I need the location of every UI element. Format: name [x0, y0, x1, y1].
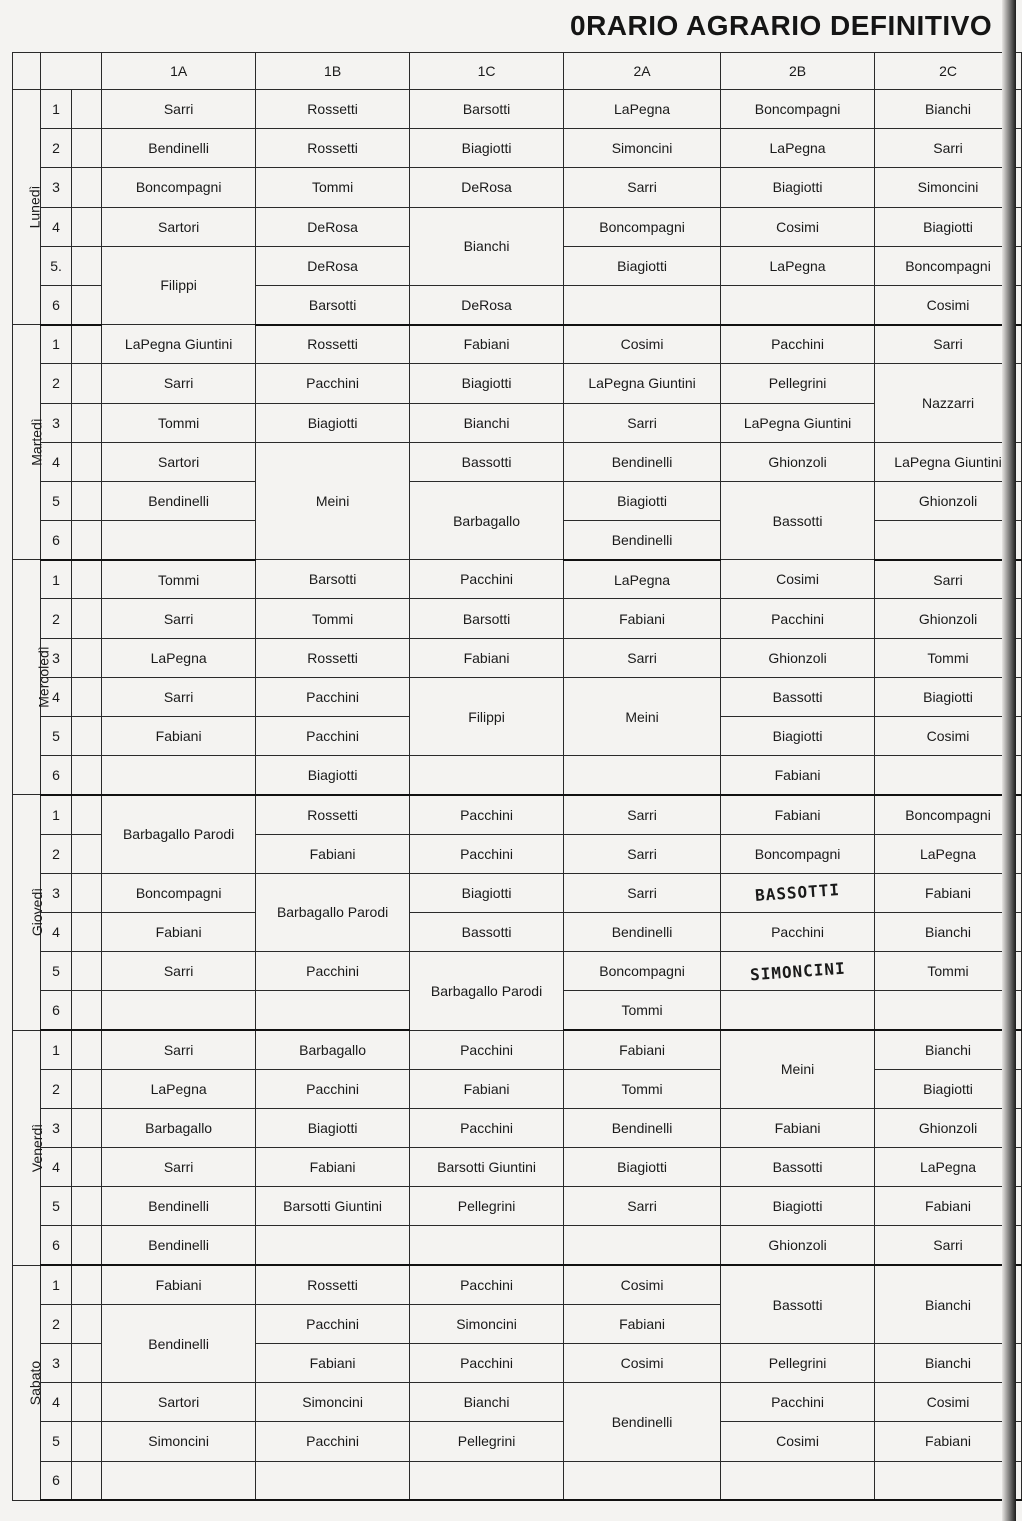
lesson-cell: Pacchini: [256, 677, 410, 716]
lesson-cell: [564, 1226, 721, 1265]
lesson-cell: Biagiotti: [564, 481, 721, 520]
hour-number: 2: [41, 834, 71, 873]
lesson-cell: Tommi: [256, 599, 410, 638]
lesson-cell: Simoncini: [102, 1422, 256, 1461]
lesson-cell: Bendinelli: [564, 1108, 721, 1147]
timetable-row: [13, 560, 1022, 599]
lesson-cell: Rossetti: [256, 325, 410, 364]
lesson-cell: Nazzarri: [875, 364, 1022, 442]
lesson-cell: Biagiotti: [564, 1148, 721, 1187]
lesson-cell: Bendinelli: [102, 1226, 256, 1265]
lesson-cell: Fabiani: [256, 1344, 410, 1383]
lesson-cell: Ghionzoli: [875, 481, 1022, 520]
lesson-cell: LaPegna Giuntini: [875, 442, 1022, 481]
hour-number: 5: [41, 1187, 71, 1226]
lesson-cell: Rossetti: [256, 795, 410, 834]
lesson-cell: Ghionzoli: [721, 442, 875, 481]
hour-number: 2: [41, 1304, 71, 1343]
lesson-cell: Barbagallo Parodi: [102, 795, 256, 873]
hour-number: 4: [41, 207, 71, 246]
lesson-cell: Bendinelli: [564, 1383, 721, 1461]
lesson-cell: DeRosa: [410, 285, 564, 324]
timetable-row: [13, 129, 1022, 168]
lesson-cell: Pellegrini: [410, 1422, 564, 1461]
lesson-cell: LaPegna Giuntini: [102, 325, 256, 364]
lesson-cell: [875, 991, 1022, 1030]
timetable-row: [13, 1383, 1022, 1422]
lesson-cell: [410, 1461, 564, 1500]
hour-number: 4: [41, 677, 71, 716]
hour-number: 5: [41, 952, 71, 991]
lesson-cell: [721, 285, 875, 324]
lesson-cell: Cosimi: [875, 1383, 1022, 1422]
lesson-cell: Biagiotti: [721, 168, 875, 207]
timetable-row: [13, 1461, 1022, 1500]
lesson-cell: Bianchi: [875, 1265, 1022, 1343]
lesson-cell: Fabiani: [256, 834, 410, 873]
lesson-cell: Bianchi: [410, 1383, 564, 1422]
lesson-cell: [564, 285, 721, 324]
lesson-cell: Pacchini: [410, 1344, 564, 1383]
lesson-cell: Barbagallo: [410, 481, 564, 559]
hour-number: 1: [41, 1265, 71, 1304]
lesson-cell: Fabiani: [564, 1304, 721, 1343]
lesson-cell: Bassotti: [721, 481, 875, 559]
lesson-cell: Cosimi: [875, 717, 1022, 756]
lesson-cell: Sarri: [564, 403, 721, 442]
lesson-cell: [102, 1461, 256, 1500]
lesson-cell: Filippi: [410, 677, 564, 755]
lesson-cell: Tommi: [102, 403, 256, 442]
lesson-cell: [256, 1226, 410, 1265]
hour-number: 3: [41, 403, 71, 442]
lesson-cell: Sarri: [875, 325, 1022, 364]
lesson-cell: [256, 1461, 410, 1500]
hour-number: 4: [41, 1148, 71, 1187]
lesson-cell: Pacchini: [721, 1383, 875, 1422]
hour-number: 1: [41, 1030, 71, 1069]
class-header-1a: 1A: [102, 53, 256, 90]
lesson-cell: Bassotti: [721, 677, 875, 716]
lesson-cell: Bianchi: [875, 1344, 1022, 1383]
lesson-cell: Pacchini: [256, 952, 410, 991]
lesson-cell: Ghionzoli: [875, 599, 1022, 638]
lesson-cell: Meini: [721, 1030, 875, 1108]
class-header-1b: 1B: [256, 53, 410, 90]
lesson-cell: Simoncini: [256, 1383, 410, 1422]
lesson-cell: Sartori: [102, 207, 256, 246]
hour-number: 6: [41, 756, 71, 795]
lesson-cell: Biagiotti: [256, 756, 410, 795]
timetable-row: [13, 90, 1022, 129]
timetable-row: [13, 952, 1022, 991]
lesson-cell: [564, 1461, 721, 1500]
lesson-cell: Barsotti Giuntini: [410, 1148, 564, 1187]
hour-number: 6: [41, 1461, 71, 1500]
lesson-cell: Barsotti: [410, 599, 564, 638]
lesson-cell: Sarri: [102, 599, 256, 638]
lesson-cell: Boncompagni: [102, 873, 256, 912]
lesson-cell: Pellegrini: [410, 1187, 564, 1226]
lesson-cell: Bassotti: [410, 912, 564, 951]
lesson-cell: Sarri: [875, 560, 1022, 599]
lesson-cell: Biagiotti: [410, 129, 564, 168]
lesson-cell: Barsotti: [256, 285, 410, 324]
lesson-cell: Sarri: [564, 1187, 721, 1226]
lesson-cell: Biagiotti: [564, 246, 721, 285]
timetable-row: [13, 442, 1022, 481]
lesson-cell: LaPegna: [721, 246, 875, 285]
hour-number: 3: [41, 168, 71, 207]
lesson-cell: Boncompagni: [102, 168, 256, 207]
lesson-cell: Fabiani: [410, 638, 564, 677]
lesson-cell: Ghionzoli: [875, 1108, 1022, 1147]
lesson-cell: Bianchi: [875, 912, 1022, 951]
lesson-cell: Bianchi: [410, 403, 564, 442]
hour-number: 6: [41, 1226, 71, 1265]
timetable-row: [13, 1265, 1022, 1304]
lesson-cell: Tommi: [256, 168, 410, 207]
lesson-cell: Simoncini: [564, 129, 721, 168]
lesson-cell: Pacchini: [256, 1069, 410, 1108]
lesson-cell: Pacchini: [410, 1030, 564, 1069]
lesson-cell: Pacchini: [410, 1265, 564, 1304]
lesson-cell: Barsotti: [410, 90, 564, 129]
lesson-cell: Rossetti: [256, 90, 410, 129]
lesson-cell: [875, 521, 1022, 560]
lesson-cell: DeRosa: [256, 207, 410, 246]
lesson-cell: Boncompagni: [564, 952, 721, 991]
lesson-cell: Bendinelli: [564, 912, 721, 951]
lesson-cell: Fabiani: [410, 325, 564, 364]
lesson-cell: Tommi: [875, 952, 1022, 991]
lesson-cell: Barbagallo Parodi: [256, 873, 410, 951]
class-header-1c: 1C: [410, 53, 564, 90]
lesson-cell: Sarri: [102, 952, 256, 991]
timetable-row: [13, 325, 1022, 364]
lesson-cell: Cosimi: [875, 285, 1022, 324]
scan-edge-shadow: [1002, 0, 1016, 1521]
handwritten-correction: SIMONCINI: [749, 958, 846, 985]
lesson-cell: Fabiani: [875, 873, 1022, 912]
lesson-cell: Biagiotti: [410, 364, 564, 403]
lesson-cell: [410, 756, 564, 795]
hour-number: 4: [41, 1383, 71, 1422]
lesson-cell: LaPegna: [102, 1069, 256, 1108]
day-label-lunedi: Lunedì: [13, 90, 41, 325]
hour-number: 2: [41, 129, 71, 168]
day-label-martedi: Martedì: [13, 325, 41, 560]
lesson-cell: Cosimi: [564, 1265, 721, 1304]
timetable-row: [13, 912, 1022, 951]
hour-number: 6: [41, 285, 71, 324]
lesson-cell: DeRosa: [410, 168, 564, 207]
day-label-sabato: Sabato: [13, 1265, 41, 1500]
timetable-row: [13, 1422, 1022, 1461]
hour-number: 6: [41, 521, 71, 560]
lesson-cell: Sarri: [875, 129, 1022, 168]
lesson-cell: Barbagallo: [256, 1030, 410, 1069]
lesson-cell: [102, 521, 256, 560]
timetable-row: [13, 481, 1022, 520]
lesson-cell: Pellegrini: [721, 364, 875, 403]
lesson-cell: Pacchini: [410, 795, 564, 834]
lesson-cell: Biagiotti: [875, 1069, 1022, 1108]
lesson-cell: Simoncini: [410, 1304, 564, 1343]
lesson-cell: Pacchini: [410, 560, 564, 599]
lesson-cell: Rossetti: [256, 638, 410, 677]
lesson-cell: Sarri: [102, 1030, 256, 1069]
hour-number: 1: [41, 560, 71, 599]
lesson-cell: Cosimi: [721, 1422, 875, 1461]
lesson-cell: Bianchi: [875, 90, 1022, 129]
lesson-cell: Boncompagni: [721, 90, 875, 129]
lesson-cell: Fabiani: [564, 599, 721, 638]
lesson-cell: Sarri: [564, 873, 721, 912]
lesson-cell: LaPegna: [564, 560, 721, 599]
lesson-cell: Bendinelli: [564, 442, 721, 481]
lesson-cell: Cosimi: [564, 325, 721, 364]
lesson-cell: Pellegrini: [721, 1344, 875, 1383]
lesson-cell: Sarri: [564, 795, 721, 834]
lesson-cell: Sartori: [102, 1383, 256, 1422]
hour-number: 5: [41, 717, 71, 756]
lesson-cell: LaPegna Giuntini: [721, 403, 875, 442]
lesson-cell: Biagiotti: [256, 1108, 410, 1147]
lesson-cell: Pacchini: [256, 1422, 410, 1461]
page-title: 0RARIO AGRARIO DEFINITIVO: [570, 10, 993, 41]
lesson-cell: Sarri: [564, 638, 721, 677]
hour-number: 2: [41, 1069, 71, 1108]
lesson-cell: Tommi: [564, 991, 721, 1030]
lesson-cell: Pacchini: [410, 834, 564, 873]
lesson-cell: Bendinelli: [564, 521, 721, 560]
lesson-cell: [410, 1226, 564, 1265]
lesson-cell: Rossetti: [256, 1265, 410, 1304]
lesson-cell: Bendinelli: [102, 1304, 256, 1382]
lesson-cell: Cosimi: [564, 1344, 721, 1383]
lesson-cell: Tommi: [102, 560, 256, 599]
lesson-cell: Cosimi: [721, 560, 875, 599]
lesson-cell: Sarri: [564, 168, 721, 207]
lesson-cell: [721, 873, 875, 912]
lesson-cell: Sarri: [102, 364, 256, 403]
lesson-cell: LaPegna Giuntini: [564, 364, 721, 403]
header-row: [13, 53, 1022, 90]
lesson-cell: Sarri: [564, 834, 721, 873]
lesson-cell: Fabiani: [721, 1108, 875, 1147]
lesson-cell: Bendinelli: [102, 1187, 256, 1226]
lesson-cell: Meini: [256, 442, 410, 560]
lesson-cell: Fabiani: [875, 1187, 1022, 1226]
timetable-row: [13, 403, 1022, 442]
hour-number: 3: [41, 638, 71, 677]
hour-number: 2: [41, 599, 71, 638]
lesson-cell: Barsotti: [256, 560, 410, 599]
lesson-cell: Barbagallo Parodi: [410, 952, 564, 1030]
lesson-cell: Tommi: [875, 638, 1022, 677]
lesson-cell: Ghionzoli: [721, 638, 875, 677]
lesson-cell: [875, 756, 1022, 795]
lesson-cell: Bendinelli: [102, 481, 256, 520]
lesson-cell: [102, 756, 256, 795]
lesson-cell: Bassotti: [721, 1265, 875, 1343]
corner-cell: [41, 53, 102, 90]
lesson-cell: Bendinelli: [102, 129, 256, 168]
handwritten-correction: BASSOTTI: [754, 880, 841, 906]
lesson-cell: DeRosa: [256, 246, 410, 285]
lesson-cell: Ghionzoli: [721, 1226, 875, 1265]
lesson-cell: LaPegna: [875, 834, 1022, 873]
lesson-cell: Boncompagni: [564, 207, 721, 246]
lesson-cell: Simoncini: [875, 168, 1022, 207]
lesson-cell: Pacchini: [721, 325, 875, 364]
lesson-cell: Pacchini: [721, 912, 875, 951]
corner-cell: [13, 53, 41, 90]
lesson-cell: Bianchi: [410, 207, 564, 285]
hour-number: 5: [41, 481, 71, 520]
lesson-cell: Bassotti: [410, 442, 564, 481]
lesson-cell: Pacchini: [256, 364, 410, 403]
lesson-cell: [721, 1461, 875, 1500]
timetable: [12, 52, 1022, 1501]
lesson-cell: LaPegna: [721, 129, 875, 168]
lesson-cell: Biagiotti: [721, 1187, 875, 1226]
lesson-cell: Biagiotti: [875, 677, 1022, 716]
hour-number: 5: [41, 1422, 71, 1461]
timetable-row: [13, 364, 1022, 403]
hour-number: 6: [41, 991, 71, 1030]
lesson-cell: Biagiotti: [410, 873, 564, 912]
lesson-cell: [721, 991, 875, 1030]
lesson-cell: Fabiani: [256, 1148, 410, 1187]
timetable-row: [13, 1108, 1022, 1147]
lesson-cell: Barbagallo: [102, 1108, 256, 1147]
lesson-cell: LaPegna: [564, 90, 721, 129]
lesson-cell: LaPegna: [875, 1148, 1022, 1187]
lesson-cell: Fabiani: [102, 717, 256, 756]
lesson-cell: Bianchi: [875, 1030, 1022, 1069]
lesson-cell: Biagiotti: [256, 403, 410, 442]
hour-number: 3: [41, 1344, 71, 1383]
lesson-cell: Sarri: [102, 677, 256, 716]
lesson-cell: [564, 756, 721, 795]
timetable-row: [13, 873, 1022, 912]
lesson-cell: Fabiani: [564, 1030, 721, 1069]
lesson-cell: Sarri: [102, 1148, 256, 1187]
timetable-row: [13, 795, 1022, 834]
lesson-cell: Boncompagni: [721, 834, 875, 873]
lesson-cell: Fabiani: [721, 756, 875, 795]
lesson-cell: Cosimi: [721, 207, 875, 246]
class-header-2c: 2C: [875, 53, 1022, 90]
timetable-row: [13, 638, 1022, 677]
lesson-cell: [256, 991, 410, 1030]
timetable-row: [13, 599, 1022, 638]
lesson-cell: Fabiani: [721, 795, 875, 834]
lesson-cell: Pacchini: [256, 1304, 410, 1343]
day-label-mercoledi: Mercoledì: [13, 560, 41, 795]
lesson-cell: Biagiotti: [875, 207, 1022, 246]
lesson-cell: Meini: [564, 677, 721, 755]
day-label-venerdi: Venerdì: [13, 1030, 41, 1265]
lesson-cell: Pacchini: [256, 717, 410, 756]
lesson-cell: Fabiani: [102, 1265, 256, 1304]
timetable-row: [13, 1226, 1022, 1265]
lesson-cell: Bassotti: [721, 1148, 875, 1187]
hour-number: 1: [41, 325, 71, 364]
lesson-cell: Sarri: [102, 90, 256, 129]
timetable-row: [13, 677, 1022, 716]
lesson-cell: Fabiani: [410, 1069, 564, 1108]
hour-number: 5.: [41, 246, 71, 285]
hour-number: 2: [41, 364, 71, 403]
lesson-cell: [875, 1461, 1022, 1500]
lesson-cell: Boncompagni: [875, 246, 1022, 285]
hour-number: 1: [41, 90, 71, 129]
lesson-cell: Fabiani: [875, 1422, 1022, 1461]
lesson-cell: Boncompagni: [875, 795, 1022, 834]
timetable-row: [13, 1187, 1022, 1226]
lesson-cell: [102, 991, 256, 1030]
lesson-cell: Fabiani: [102, 912, 256, 951]
hour-number: 3: [41, 1108, 71, 1147]
timetable-row: [13, 1030, 1022, 1069]
lesson-cell: Filippi: [102, 246, 256, 324]
hour-number: 4: [41, 912, 71, 951]
lesson-cell: LaPegna: [102, 638, 256, 677]
lesson-cell: Barsotti Giuntini: [256, 1187, 410, 1226]
timetable-row: [13, 756, 1022, 795]
lesson-cell: Tommi: [564, 1069, 721, 1108]
lesson-cell: Biagiotti: [721, 717, 875, 756]
hour-number: 1: [41, 795, 71, 834]
lesson-cell: Sartori: [102, 442, 256, 481]
timetable-row: [13, 1148, 1022, 1187]
lesson-cell: Sarri: [875, 1226, 1022, 1265]
class-header-2b: 2B: [721, 53, 875, 90]
timetable-row: [13, 207, 1022, 246]
day-label-giovedi: Giovedì: [13, 795, 41, 1030]
timetable-row: [13, 168, 1022, 207]
hour-number: 4: [41, 442, 71, 481]
lesson-cell: Rossetti: [256, 129, 410, 168]
lesson-cell: [721, 952, 875, 991]
lesson-cell: Pacchini: [410, 1108, 564, 1147]
class-header-2a: 2A: [564, 53, 721, 90]
lesson-cell: Pacchini: [721, 599, 875, 638]
hour-number: 3: [41, 873, 71, 912]
